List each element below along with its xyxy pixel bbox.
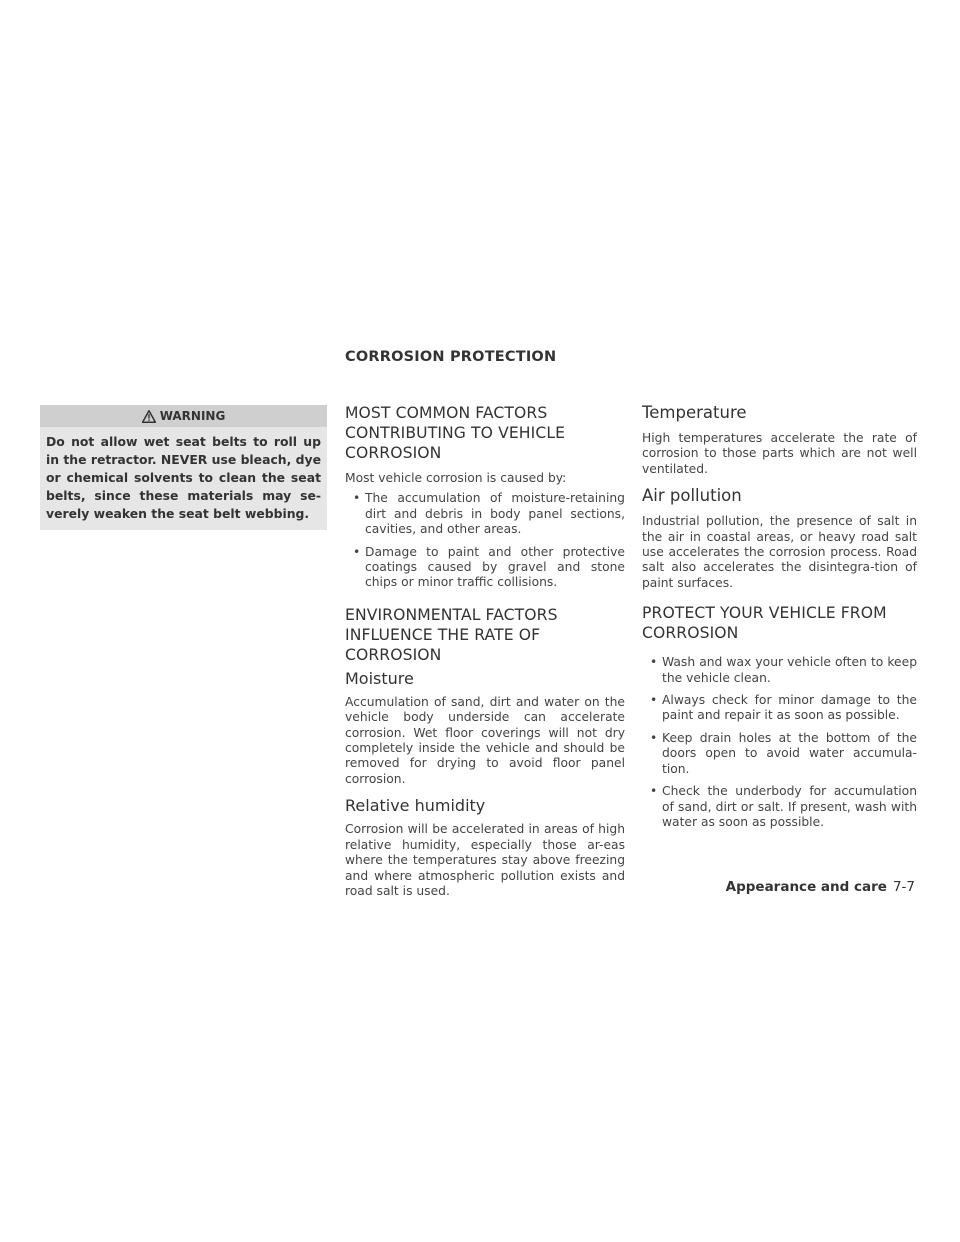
bullet-glyph: • xyxy=(650,693,658,708)
section-title: CORROSION PROTECTION xyxy=(345,349,557,365)
warning-icon xyxy=(142,410,156,423)
humidity-text: Corrosion will be accelerated in areas of high relative humidity, especially those ar-eas where the temperatures stay above freezing and where atmospheric pollution exists and road salt is used. xyxy=(345,822,625,898)
warning-text: Do not allow wet seat belts to roll up in the retractor. NEVER use bleach, dye or chemical solvents to clean the seat belts, since these materials may se-verely weaken the seat belt webbing. xyxy=(46,434,321,521)
heading-protect-vehicle: PROTECT YOUR VEHICLE FROM CORROSION xyxy=(642,604,887,643)
heading-temperature: Temperature xyxy=(642,403,747,422)
bullet-glyph: • xyxy=(650,655,658,670)
heading-air-pollution: Air pollution xyxy=(642,486,742,506)
causes-list xyxy=(345,491,625,590)
heading-moisture: Moisture xyxy=(345,668,414,688)
list-item: • Keep drain holes at the bottom of the doors open to avoid water accumula-tion. xyxy=(650,730,917,776)
bullet-glyph: • xyxy=(353,544,361,559)
heading-common-factors: MOST COMMON FACTORS CONTRIBUTING TO VEHICLE CORROSION xyxy=(345,404,566,462)
air-pollution-text: Industrial pollution, the presence of salt in the air in coastal areas, or heavy road salt use accelerates the corrosion process. Road salt also accelerates the disintegra-tion of paint surfaces. xyxy=(642,514,917,590)
footer-chapter-title: Appearance and care xyxy=(725,879,887,895)
right-column xyxy=(642,403,917,842)
bullet-glyph: • xyxy=(353,491,361,506)
list-item: • Check the underbody for accumulation of sand, dirt or salt. If present, wash with water as soon as possible. xyxy=(650,784,917,829)
bullet-glyph: • xyxy=(650,784,658,799)
page-number: 7-7 xyxy=(892,879,915,895)
page-footer xyxy=(726,879,915,895)
bullet-glyph: • xyxy=(650,730,658,745)
heading-relative-humidity: Relative humidity xyxy=(345,796,486,816)
warning-header xyxy=(40,405,327,427)
list-item: • Wash and wax your vehicle often to keep the vehicle clean. xyxy=(650,655,917,685)
temperature-text: High temperatures accelerate the rate of corrosion to those parts which are not well ventilated. xyxy=(642,431,917,476)
heading-environmental-factors: ENVIRONMENTAL FACTORS INFLUENCE THE RATE OF CORROSION xyxy=(345,605,558,664)
list-item: • Damage to paint and other protective coatings caused by gravel and stone chips or minor traffic collisions. xyxy=(353,544,625,590)
moisture-text: Accumulation of sand, dirt and water on the vehicle body underside can accelerate corrosion. Wet floor coverings will not dry completely inside the vehicle and should be removed for drying to avoid floor panel corrosion. xyxy=(345,694,625,786)
protection-list xyxy=(642,655,917,830)
warning-box xyxy=(40,405,327,530)
intro-text: Most vehicle corrosion is caused by: xyxy=(345,471,567,485)
list-item: • The accumulation of moisture-retaining dirt and debris in body panel sections, cavities, and other areas. xyxy=(353,491,625,537)
list-item: • Always check for minor damage to the paint and repair it as soon as possible. xyxy=(650,693,917,723)
warning-label: WARNING xyxy=(159,409,226,423)
middle-column xyxy=(345,403,625,908)
